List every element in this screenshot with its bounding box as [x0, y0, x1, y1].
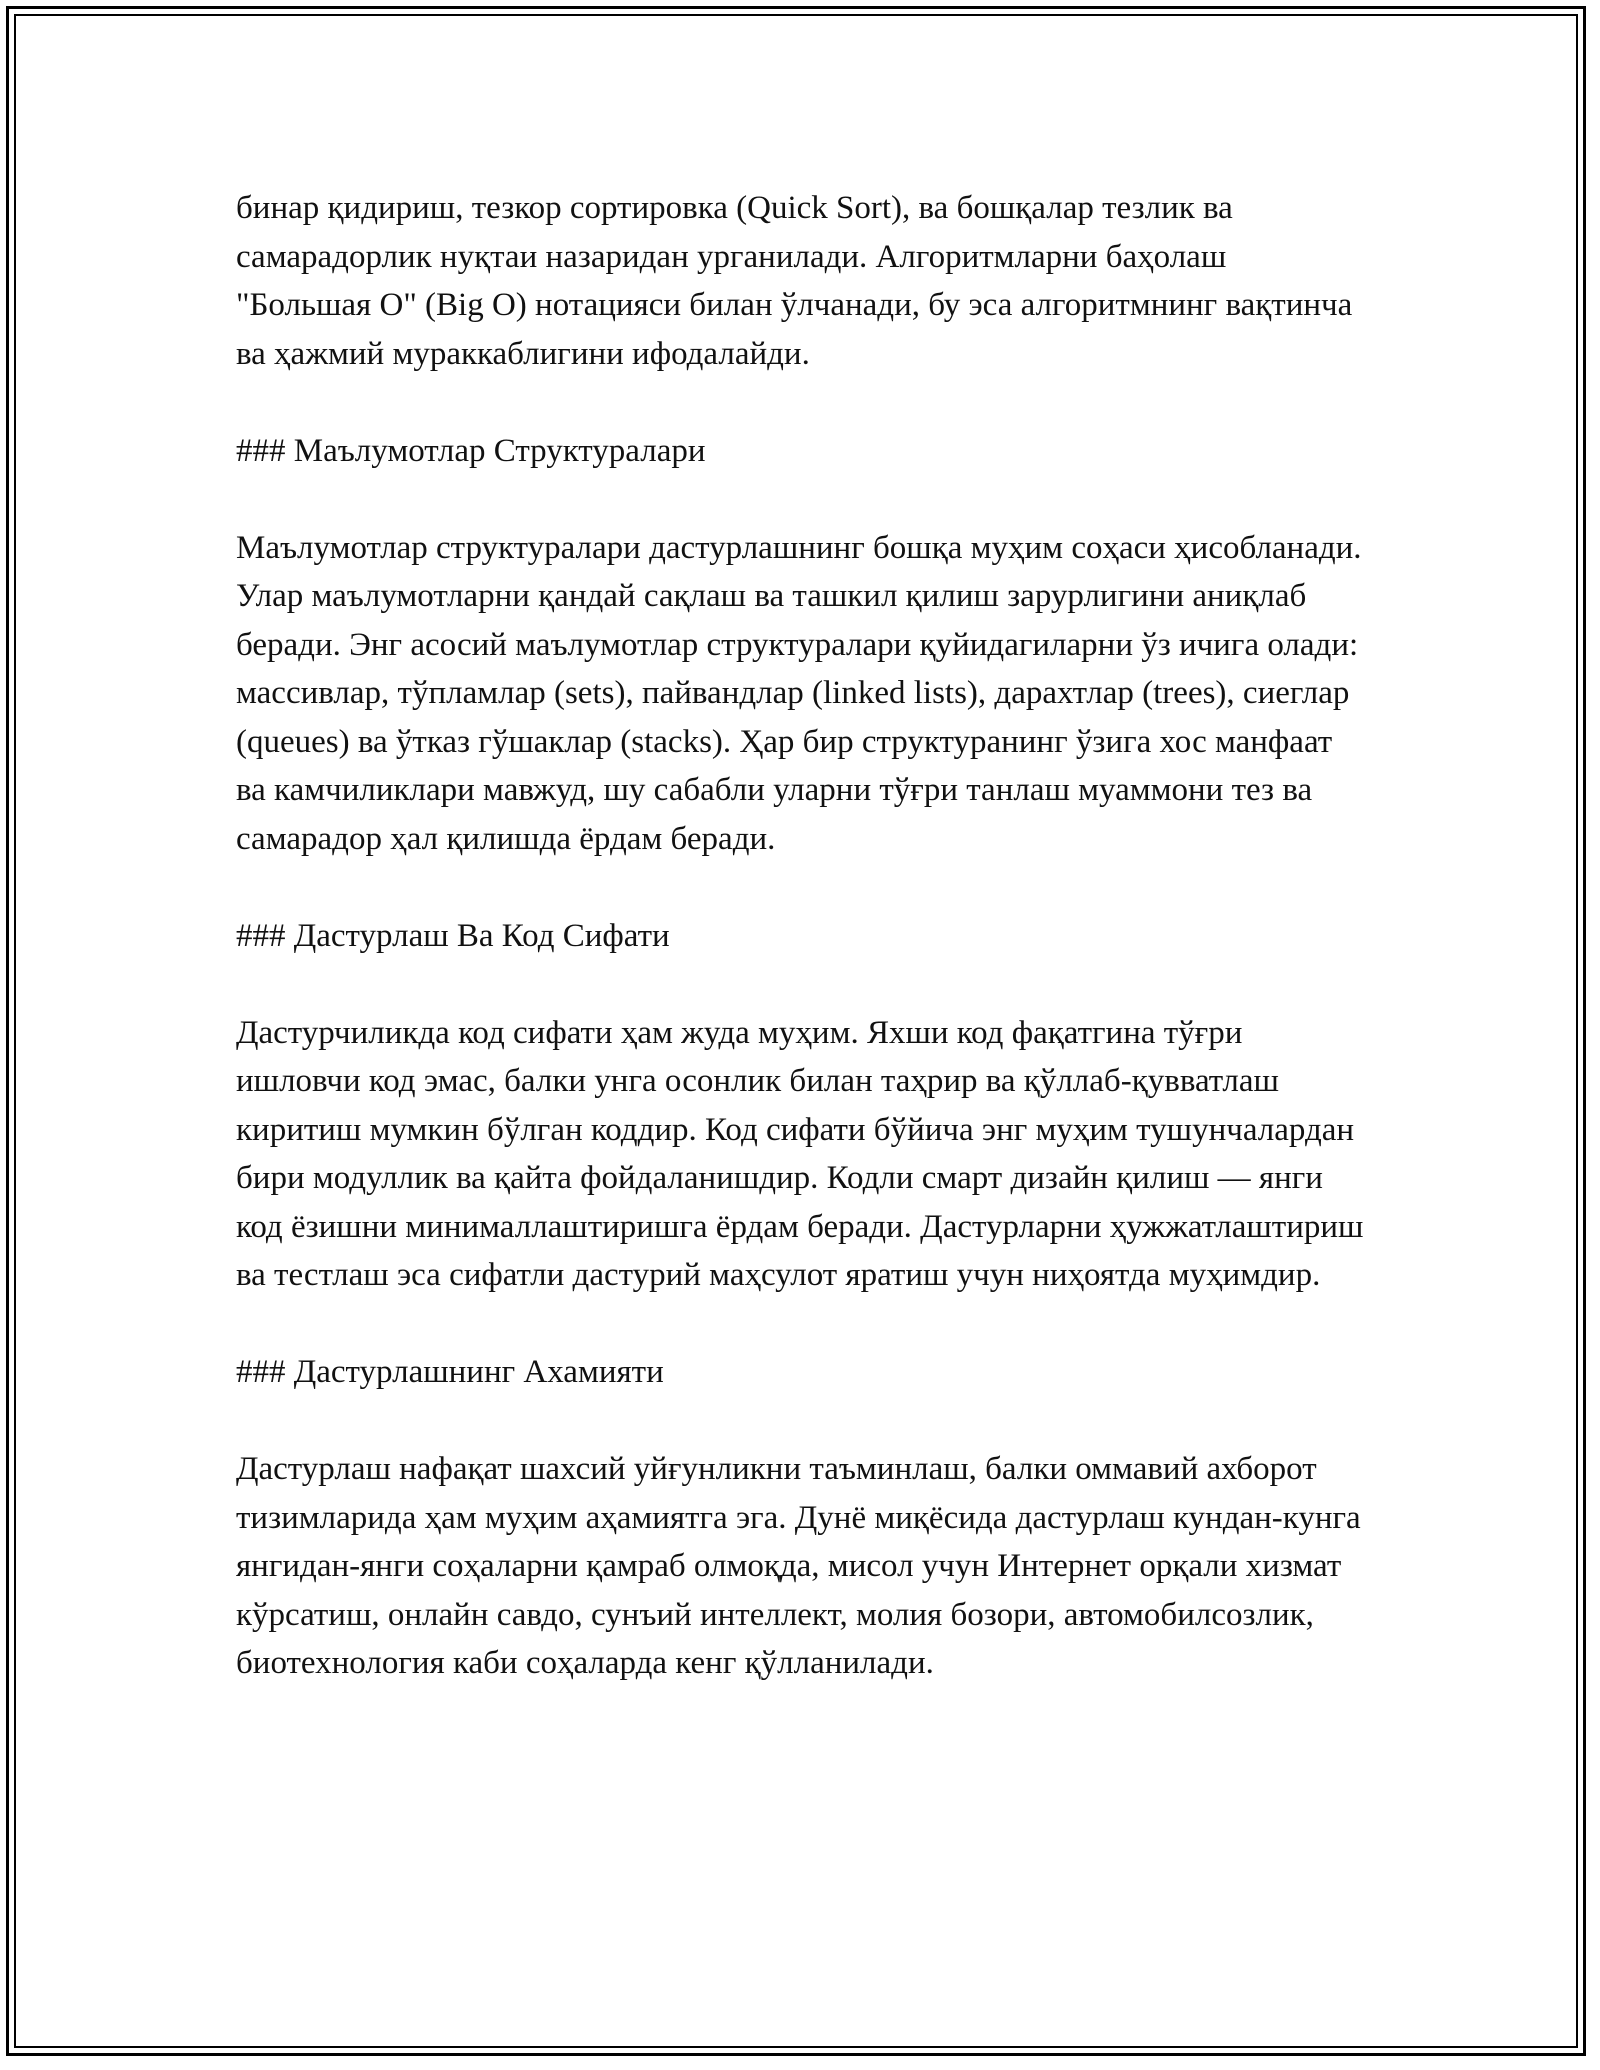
- document-body: [236, 184, 1366, 1736]
- heading-programming-importance: ### Дастурлашнинг Ахамияти: [236, 1354, 664, 1390]
- heading-data-structures: ### Маълумотлар Структуралари: [236, 432, 706, 469]
- paragraph-algorithms-continued: бинар қидириш, тезкор сортировка (Quick Sort), ва бошқалар тезлик ва самарадорлик нуқтаи назаридан урганилади. Алгоритмларни баҳолаш "Большая O" (Big O) нотацияси билан ўлчанади, бу эса алгоритмнинг вақтинча ва ҳажмий мураккаблигини ифодалайди.: [236, 190, 1353, 372]
- paragraph-programming-importance: Дастурлаш нафақат шахсий уйғунликни таъминлаш, балки оммавий ахборот тизимларида ҳам муҳим аҳамиятга эга. Дунё миқёсида дастурлаш кундан-кунга янгидан-янги соҳаларни қамраб олмоқда, мисол учун Интернет орқали хизмат кўрсатиш, онлайн савдо, сунъий интеллект, молия бозори, автомобилсозлик, биотехнология каби соҳаларда кенг қўлланилади.: [236, 1451, 1361, 1681]
- paragraph-code-quality: Дастурчиликда код сифати ҳам жуда муҳим. Яхши код фақатгина тўғри ишловчи код эмас, балки унга осонлик билан таҳрир ва қўллаб-қувватлаш киритиш мумкин бўлган коддир. Код сифати бўйича энг муҳим тушунчалардан бири модуллик ва қайта фойдаланишдир. Кодли смарт дизайн қилиш — янги код ёзишни минималлаштиришга ёрдам беради. Дастурларни ҳужжатлаштириш ва тестлаш эса сифатли дастурий маҳсулот яратиш учун ниҳоятда муҳимдир.: [236, 1014, 1364, 1293]
- paragraph-data-structures: Маълумотлар структуралари дастурлашнинг бошқа муҳим соҳаси ҳисобланади. Улар маълумотларни қандай сақлаш ва ташкил қилиш зарурлигини аниқлаб беради. Энг асосий маълумотлар структуралари қуйидагиларни ўз ичига олади: массивлар, тўпламлар (sets), пайвандлар (linked lists), дарахтлар (trees), сиеглар (queues) ва ўтказ гўшаклар (stacks). Ҳар бир структуранинг ўзига хос манфаат ва камчиликлари мавжуд, шу сабабли уларни тўғри танлаш муаммони тез ва самарадор ҳал қилишда ёрдам беради.: [236, 529, 1362, 857]
- heading-code-quality: ### Дастурлаш Ва Код Сифати: [236, 917, 670, 954]
